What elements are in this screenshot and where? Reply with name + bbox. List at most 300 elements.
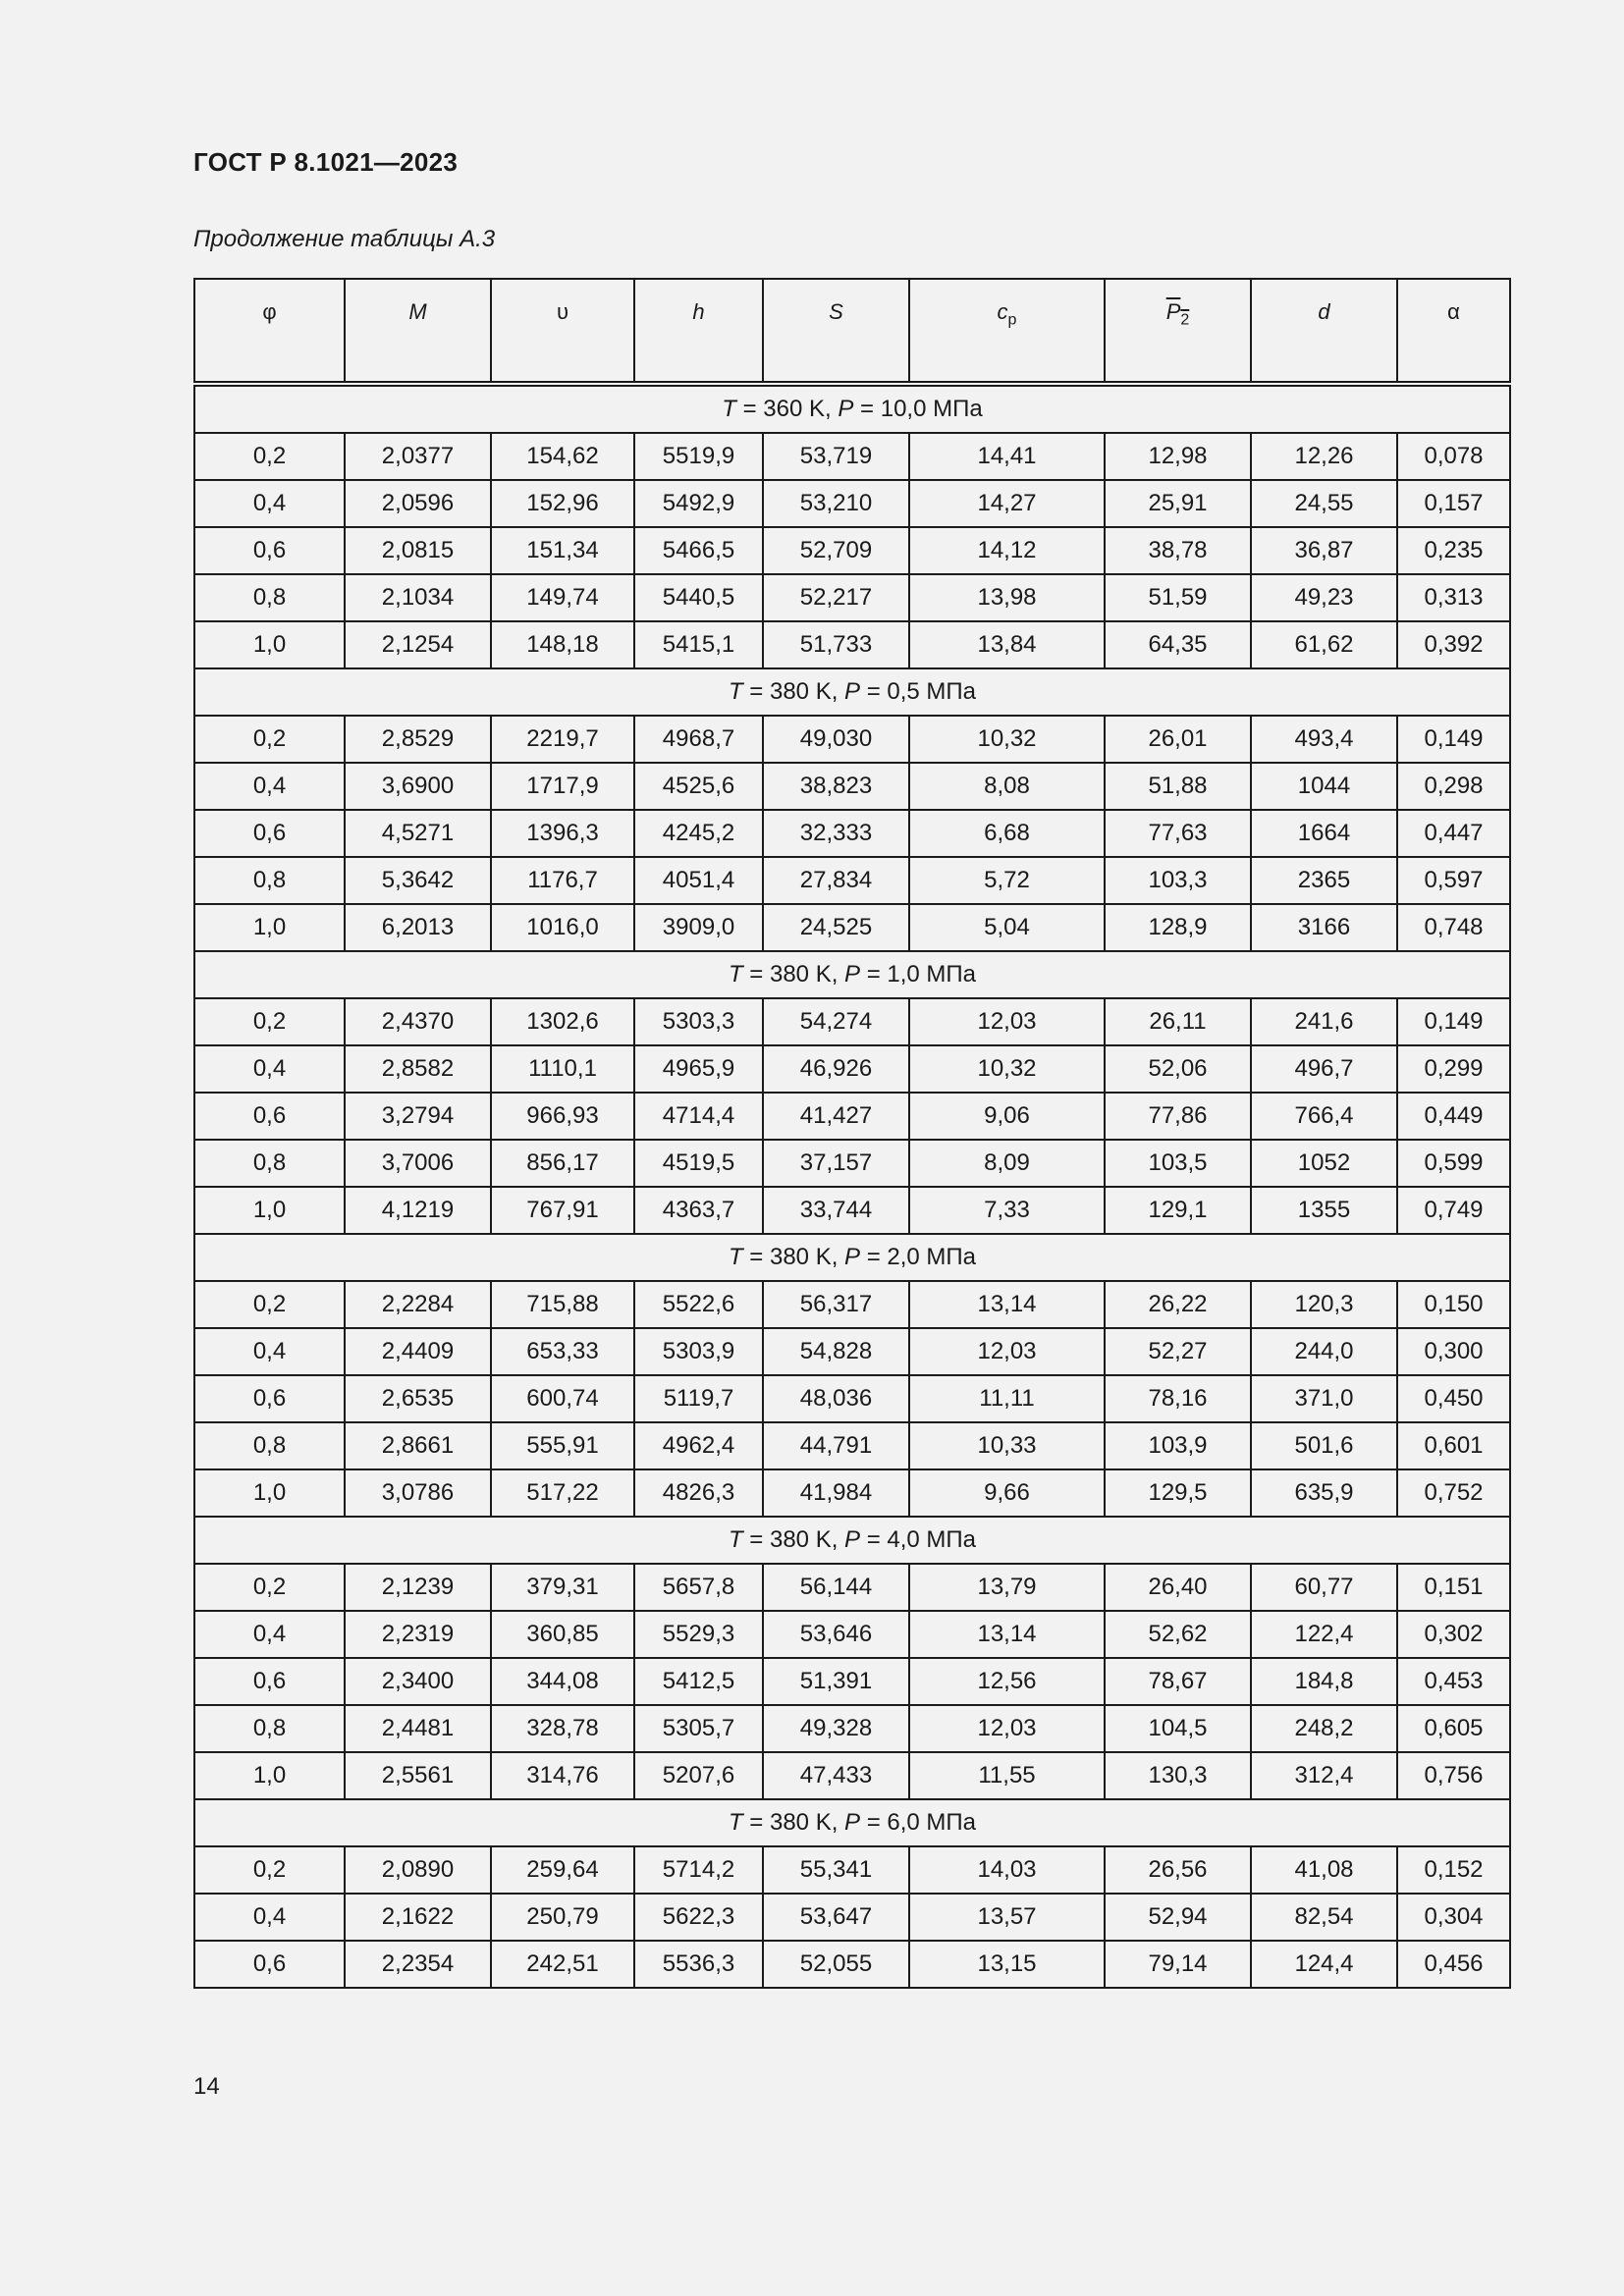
table-cell: 52,709 [763, 527, 909, 574]
table-caption: Продолжение таблицы А.3 [193, 226, 496, 252]
table-cell: 0,756 [1397, 1752, 1510, 1799]
table-row [194, 1705, 1510, 1752]
table-cell: 2,3400 [345, 1658, 491, 1705]
table-cell: 6,68 [909, 810, 1105, 857]
table-cell: 120,3 [1251, 1281, 1397, 1328]
group-header-row [194, 384, 1510, 433]
table-cell: 12,03 [909, 998, 1105, 1045]
table-cell: 13,57 [909, 1894, 1105, 1941]
table-cell: 856,17 [491, 1140, 634, 1187]
table-cell: 1355 [1251, 1187, 1397, 1234]
table-cell: 148,18 [491, 621, 634, 668]
table-cell: 4962,4 [634, 1422, 763, 1469]
table-row [194, 1093, 1510, 1140]
table-cell: 51,391 [763, 1658, 909, 1705]
group-condition: T = 380 K, P = 0,5 МПа [194, 668, 1510, 716]
table-cell: 82,54 [1251, 1894, 1397, 1941]
table-cell: 5536,3 [634, 1941, 763, 1988]
table-cell: 0,151 [1397, 1564, 1510, 1611]
table-cell: 0,749 [1397, 1187, 1510, 1234]
table-cell: 0,599 [1397, 1140, 1510, 1187]
table-cell: 9,06 [909, 1093, 1105, 1140]
table-cell: 103,5 [1105, 1140, 1251, 1187]
group-condition: T = 380 K, P = 4,0 МПа [194, 1517, 1510, 1564]
table-cell: 0,4 [194, 480, 345, 527]
header-d: d [1251, 279, 1397, 384]
table-cell: 3166 [1251, 904, 1397, 951]
table-cell: 259,64 [491, 1846, 634, 1894]
table-cell: 0,6 [194, 527, 345, 574]
table-cell: 26,40 [1105, 1564, 1251, 1611]
table-cell: 0,2 [194, 1846, 345, 1894]
table-cell: 3,7006 [345, 1140, 491, 1187]
table-cell: 1044 [1251, 763, 1397, 810]
table-cell: 52,94 [1105, 1894, 1251, 1941]
table-cell: 78,67 [1105, 1658, 1251, 1705]
table-cell: 371,0 [1251, 1375, 1397, 1422]
table-cell: 151,34 [491, 527, 634, 574]
table-cell: 77,86 [1105, 1093, 1251, 1140]
table-cell: 5,72 [909, 857, 1105, 904]
table-cell: 41,08 [1251, 1846, 1397, 1894]
table-cell: 379,31 [491, 1564, 634, 1611]
table-cell: 44,791 [763, 1422, 909, 1469]
table-row [194, 810, 1510, 857]
table-cell: 0,6 [194, 1375, 345, 1422]
table-row [194, 574, 1510, 621]
table-row [194, 1752, 1510, 1799]
table-cell: 24,525 [763, 904, 909, 951]
table-row [194, 904, 1510, 951]
table-cell: 2,0596 [345, 480, 491, 527]
table-cell: 0,4 [194, 1045, 345, 1093]
table-row [194, 480, 1510, 527]
header-upsilon: υ [491, 279, 634, 384]
table-cell: 2,8582 [345, 1045, 491, 1093]
header-phi: φ [194, 279, 345, 384]
group-condition: T = 360 K, P = 10,0 МПа [194, 384, 1510, 433]
table-cell: 3,2794 [345, 1093, 491, 1140]
header-s: S [763, 279, 909, 384]
table-cell: 4714,4 [634, 1093, 763, 1140]
table-cell: 1176,7 [491, 857, 634, 904]
table-cell: 0,748 [1397, 904, 1510, 951]
table-cell: 41,427 [763, 1093, 909, 1140]
table-cell: 5714,2 [634, 1846, 763, 1894]
table-cell: 48,036 [763, 1375, 909, 1422]
table-cell: 25,91 [1105, 480, 1251, 527]
table-row [194, 1328, 1510, 1375]
table-cell: 4519,5 [634, 1140, 763, 1187]
table-cell: 1016,0 [491, 904, 634, 951]
table-cell: 0,300 [1397, 1328, 1510, 1375]
table-cell: 2,4370 [345, 998, 491, 1045]
table-row [194, 716, 1510, 763]
header-cp: $c_p$ [909, 279, 1105, 384]
table-cell: 0,6 [194, 1093, 345, 1140]
table-cell: 0,152 [1397, 1846, 1510, 1894]
table-cell: 46,926 [763, 1045, 909, 1093]
table-cell: 1,0 [194, 904, 345, 951]
table-cell: 493,4 [1251, 716, 1397, 763]
table-cell: 314,76 [491, 1752, 634, 1799]
table-cell: 2,2354 [345, 1941, 491, 1988]
table-row [194, 621, 1510, 668]
table-cell: 49,23 [1251, 574, 1397, 621]
table-cell: 0,149 [1397, 998, 1510, 1045]
table-cell: 8,09 [909, 1140, 1105, 1187]
table-cell: 26,56 [1105, 1846, 1251, 1894]
table-row [194, 1375, 1510, 1422]
table-cell: 0,4 [194, 1611, 345, 1658]
table-cell: 129,1 [1105, 1187, 1251, 1234]
table-cell: 5440,5 [634, 574, 763, 621]
table-cell: 2,1254 [345, 621, 491, 668]
table-cell: 0,235 [1397, 527, 1510, 574]
table-cell: 1,0 [194, 1187, 345, 1234]
table-cell: 5657,8 [634, 1564, 763, 1611]
table-cell: 13,14 [909, 1611, 1105, 1658]
table-cell: 32,333 [763, 810, 909, 857]
table-cell: 0,078 [1397, 433, 1510, 480]
table-cell: 53,210 [763, 480, 909, 527]
table-cell: 128,9 [1105, 904, 1251, 951]
table-cell: 154,62 [491, 433, 634, 480]
table-cell: 555,91 [491, 1422, 634, 1469]
group-header-row [194, 668, 1510, 716]
table-cell: 5303,3 [634, 998, 763, 1045]
table-cell: 501,6 [1251, 1422, 1397, 1469]
table-cell: 0,4 [194, 1328, 345, 1375]
table-cell: 4245,2 [634, 810, 763, 857]
data-table [193, 278, 1511, 1989]
table-cell: 244,0 [1251, 1328, 1397, 1375]
table-cell: 51,88 [1105, 763, 1251, 810]
table-row [194, 1611, 1510, 1658]
table-cell: 53,646 [763, 1611, 909, 1658]
table-cell: 64,35 [1105, 621, 1251, 668]
table-cell: 8,08 [909, 763, 1105, 810]
table-cell: 2,0890 [345, 1846, 491, 1894]
table-cell: 1,0 [194, 621, 345, 668]
table-cell: 38,78 [1105, 527, 1251, 574]
table-cell: 0,447 [1397, 810, 1510, 857]
table-cell: 2,1239 [345, 1564, 491, 1611]
table-row [194, 1658, 1510, 1705]
table-cell: 635,9 [1251, 1469, 1397, 1517]
table-cell: 5303,9 [634, 1328, 763, 1375]
table-cell: 0,450 [1397, 1375, 1510, 1422]
table-cell: 3909,0 [634, 904, 763, 951]
table-cell: 1,0 [194, 1752, 345, 1799]
table-cell: 5,04 [909, 904, 1105, 951]
table-cell: 1,0 [194, 1469, 345, 1517]
table-cell: 77,63 [1105, 810, 1251, 857]
table-cell: 0,601 [1397, 1422, 1510, 1469]
table-cell: 104,5 [1105, 1705, 1251, 1752]
table-cell: 12,03 [909, 1705, 1105, 1752]
table-cell: 13,15 [909, 1941, 1105, 1988]
table-cell: 344,08 [491, 1658, 634, 1705]
table-cell: 5415,1 [634, 621, 763, 668]
table-cell: 5622,3 [634, 1894, 763, 1941]
table-cell: 54,274 [763, 998, 909, 1045]
table-cell: 1396,3 [491, 810, 634, 857]
group-condition: T = 380 K, P = 2,0 МПа [194, 1234, 1510, 1281]
group-header-row [194, 1517, 1510, 1564]
table-cell: 47,433 [763, 1752, 909, 1799]
table-cell: 248,2 [1251, 1705, 1397, 1752]
table-cell: 0,8 [194, 574, 345, 621]
table-cell: 52,055 [763, 1941, 909, 1988]
header-m: M [345, 279, 491, 384]
table-cell: 56,317 [763, 1281, 909, 1328]
header-p2: $P_2$ [1105, 279, 1251, 384]
table-cell: 2,2319 [345, 1611, 491, 1658]
table-cell: 2,6535 [345, 1375, 491, 1422]
table-cell: 12,98 [1105, 433, 1251, 480]
table-row [194, 527, 1510, 574]
table-cell: 360,85 [491, 1611, 634, 1658]
table-cell: 5,3642 [345, 857, 491, 904]
table-cell: 0,150 [1397, 1281, 1510, 1328]
table-cell: 122,4 [1251, 1611, 1397, 1658]
table-row [194, 1187, 1510, 1234]
table-cell: 0,449 [1397, 1093, 1510, 1140]
table-cell: 14,03 [909, 1846, 1105, 1894]
table-cell: 0,8 [194, 857, 345, 904]
group-condition: T = 380 K, P = 1,0 МПа [194, 951, 1510, 998]
document-code: ГОСТ Р 8.1021—2023 [193, 147, 459, 177]
table-cell: 6,2013 [345, 904, 491, 951]
table-cell: 242,51 [491, 1941, 634, 1988]
table-row [194, 1846, 1510, 1894]
table-cell: 4965,9 [634, 1045, 763, 1093]
table-cell: 2219,7 [491, 716, 634, 763]
table-cell: 4051,4 [634, 857, 763, 904]
group-condition: T = 380 K, P = 6,0 МПа [194, 1799, 1510, 1846]
table-cell: 0,453 [1397, 1658, 1510, 1705]
table-cell: 3,6900 [345, 763, 491, 810]
table-cell: 4,1219 [345, 1187, 491, 1234]
table-cell: 3,0786 [345, 1469, 491, 1517]
table-cell: 51,733 [763, 621, 909, 668]
table-cell: 12,56 [909, 1658, 1105, 1705]
table-cell: 2,8529 [345, 716, 491, 763]
table-cell: 5519,9 [634, 433, 763, 480]
group-header-row [194, 1234, 1510, 1281]
table-cell: 5305,7 [634, 1705, 763, 1752]
table-cell: 53,719 [763, 433, 909, 480]
table-cell: 1664 [1251, 810, 1397, 857]
table-cell: 14,12 [909, 527, 1105, 574]
table-cell: 2,5561 [345, 1752, 491, 1799]
table-cell: 767,91 [491, 1187, 634, 1234]
table-cell: 37,157 [763, 1140, 909, 1187]
table-cell: 2,0815 [345, 527, 491, 574]
header-h: h [634, 279, 763, 384]
table-cell: 9,66 [909, 1469, 1105, 1517]
table-cell: 52,217 [763, 574, 909, 621]
table-cell: 496,7 [1251, 1045, 1397, 1093]
table-cell: 517,22 [491, 1469, 634, 1517]
table-cell: 36,87 [1251, 527, 1397, 574]
table-row [194, 1045, 1510, 1093]
table-cell: 0,6 [194, 810, 345, 857]
table-cell: 0,597 [1397, 857, 1510, 904]
table-cell: 49,328 [763, 1705, 909, 1752]
table-cell: 2,1034 [345, 574, 491, 621]
table-cell: 0,4 [194, 763, 345, 810]
table-cell: 14,27 [909, 480, 1105, 527]
table-cell: 12,26 [1251, 433, 1397, 480]
table-cell: 2,2284 [345, 1281, 491, 1328]
table-row [194, 433, 1510, 480]
table-cell: 4968,7 [634, 716, 763, 763]
table-cell: 0,605 [1397, 1705, 1510, 1752]
table-cell: 11,55 [909, 1752, 1105, 1799]
table-cell: 60,77 [1251, 1564, 1397, 1611]
table-cell: 0,2 [194, 716, 345, 763]
table-cell: 0,304 [1397, 1894, 1510, 1941]
table-row [194, 763, 1510, 810]
table-cell: 54,828 [763, 1328, 909, 1375]
table-cell: 2,4409 [345, 1328, 491, 1375]
table-cell: 129,5 [1105, 1469, 1251, 1517]
page-number: 14 [193, 2073, 220, 2100]
table-cell: 13,14 [909, 1281, 1105, 1328]
table-cell: 55,341 [763, 1846, 909, 1894]
table-cell: 1717,9 [491, 763, 634, 810]
table-cell: 0,157 [1397, 480, 1510, 527]
table-cell: 26,01 [1105, 716, 1251, 763]
table-cell: 13,98 [909, 574, 1105, 621]
table-cell: 241,6 [1251, 998, 1397, 1045]
table-cell: 4525,6 [634, 763, 763, 810]
table-cell: 2,8661 [345, 1422, 491, 1469]
table-cell: 2,0377 [345, 433, 491, 480]
table-cell: 4826,3 [634, 1469, 763, 1517]
table-cell: 1110,1 [491, 1045, 634, 1093]
table-cell: 0,313 [1397, 574, 1510, 621]
table-row [194, 1894, 1510, 1941]
table-row [194, 857, 1510, 904]
table-cell: 103,3 [1105, 857, 1251, 904]
table-cell: 26,22 [1105, 1281, 1251, 1328]
table-cell: 51,59 [1105, 574, 1251, 621]
table-row [194, 1140, 1510, 1187]
table-cell: 52,27 [1105, 1328, 1251, 1375]
table-cell: 12,03 [909, 1328, 1105, 1375]
table-cell: 52,06 [1105, 1045, 1251, 1093]
table-row [194, 1564, 1510, 1611]
table-cell: 56,144 [763, 1564, 909, 1611]
table-cell: 0,456 [1397, 1941, 1510, 1988]
table-cell: 0,2 [194, 1281, 345, 1328]
table-cell: 0,4 [194, 1894, 345, 1941]
table-cell: 0,392 [1397, 621, 1510, 668]
table-cell: 27,834 [763, 857, 909, 904]
table-cell: 766,4 [1251, 1093, 1397, 1140]
table-cell: 0,6 [194, 1941, 345, 1988]
table-cell: 5466,5 [634, 527, 763, 574]
table-cell: 130,3 [1105, 1752, 1251, 1799]
table-row [194, 998, 1510, 1045]
table-cell: 328,78 [491, 1705, 634, 1752]
table-cell: 5207,6 [634, 1752, 763, 1799]
table-cell: 24,55 [1251, 480, 1397, 527]
table-cell: 653,33 [491, 1328, 634, 1375]
table-cell: 7,33 [909, 1187, 1105, 1234]
table-cell: 250,79 [491, 1894, 634, 1941]
table-cell: 124,4 [1251, 1941, 1397, 1988]
table-row [194, 1422, 1510, 1469]
table-cell: 103,9 [1105, 1422, 1251, 1469]
table-cell: 5412,5 [634, 1658, 763, 1705]
group-header-row [194, 1799, 1510, 1846]
table-cell: 2,1622 [345, 1894, 491, 1941]
table-cell: 4363,7 [634, 1187, 763, 1234]
table-cell: 0,2 [194, 433, 345, 480]
table-cell: 5119,7 [634, 1375, 763, 1422]
table-cell: 0,149 [1397, 716, 1510, 763]
table-cell: 41,984 [763, 1469, 909, 1517]
table-cell: 4,5271 [345, 810, 491, 857]
table-row [194, 1941, 1510, 1988]
table-cell: 966,93 [491, 1093, 634, 1140]
table-cell: 715,88 [491, 1281, 634, 1328]
table-cell: 53,647 [763, 1894, 909, 1941]
table-cell: 33,744 [763, 1187, 909, 1234]
table-cell: 61,62 [1251, 621, 1397, 668]
table-cell: 600,74 [491, 1375, 634, 1422]
table-cell: 10,32 [909, 716, 1105, 763]
table-cell: 0,302 [1397, 1611, 1510, 1658]
table-cell: 0,2 [194, 998, 345, 1045]
table-row [194, 1469, 1510, 1517]
table-row [194, 1281, 1510, 1328]
table-cell: 0,6 [194, 1658, 345, 1705]
table-cell: 2365 [1251, 857, 1397, 904]
table-body [194, 384, 1510, 1988]
table-cell: 0,8 [194, 1140, 345, 1187]
table-cell: 13,79 [909, 1564, 1105, 1611]
table-cell: 26,11 [1105, 998, 1251, 1045]
header-row [194, 279, 1510, 384]
group-header-row [194, 951, 1510, 998]
table-cell: 0,8 [194, 1422, 345, 1469]
table-cell: 11,11 [909, 1375, 1105, 1422]
table-cell: 78,16 [1105, 1375, 1251, 1422]
table-cell: 152,96 [491, 480, 634, 527]
table-cell: 1052 [1251, 1140, 1397, 1187]
table-cell: 0,299 [1397, 1045, 1510, 1093]
table-cell: 79,14 [1105, 1941, 1251, 1988]
table-cell: 184,8 [1251, 1658, 1397, 1705]
table-cell: 5492,9 [634, 480, 763, 527]
table-cell: 5522,6 [634, 1281, 763, 1328]
table-cell: 0,8 [194, 1705, 345, 1752]
table-cell: 49,030 [763, 716, 909, 763]
header-alpha: α [1397, 279, 1510, 384]
table-cell: 0,752 [1397, 1469, 1510, 1517]
table-cell: 10,32 [909, 1045, 1105, 1093]
table-cell: 10,33 [909, 1422, 1105, 1469]
table-cell: 0,2 [194, 1564, 345, 1611]
table-cell: 149,74 [491, 574, 634, 621]
table-cell: 0,298 [1397, 763, 1510, 810]
table-cell: 38,823 [763, 763, 909, 810]
